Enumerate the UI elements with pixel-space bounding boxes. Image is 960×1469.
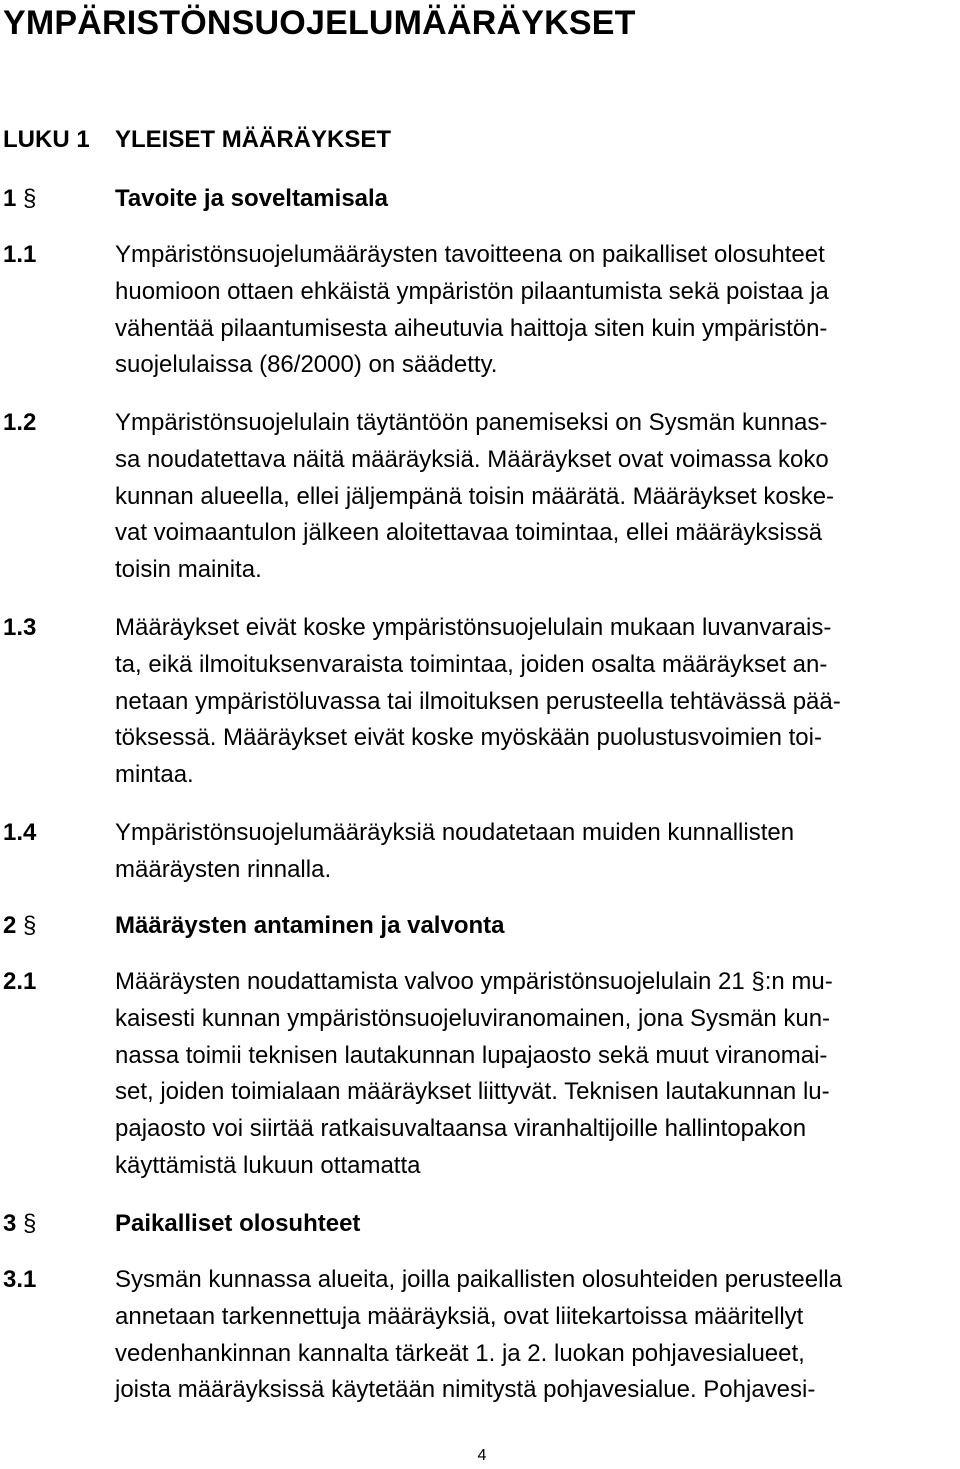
paragraph-line: Ympäristönsuojelumääräyksiä noudatetaan muiden kunnallisten xyxy=(115,819,795,846)
paragraph-number: 3.1 xyxy=(3,1266,37,1293)
chapter-heading xyxy=(3,121,391,159)
paragraph-line: vähentää pilaantumisesta aiheutuvia haittoja siten kuin ympäristön- xyxy=(115,314,828,342)
chapter-number: LUKU 1 xyxy=(3,126,90,153)
paragraph-number: 1.4 xyxy=(3,819,37,846)
paragraph xyxy=(3,815,960,889)
section-title: Paikalliset olosuhteet xyxy=(115,1210,361,1237)
paragraph-line: pajaosto voi siirtää ratkaisuvaltaansa viranhaltijoille hallintopakon xyxy=(115,1115,807,1143)
section-number: 1 xyxy=(3,185,17,212)
paragraph-line: kunnan alueella, ellei jäljempänä toisin määrätä. Määräykset koske- xyxy=(115,482,835,510)
paragraph-line: nassa toimii teknisen lautakunnan lupajaosto sekä muut viranomai- xyxy=(115,1041,828,1069)
section-sign: § xyxy=(23,1210,37,1237)
paragraph-line: huomioon ottaen ehkäistä ympäristön pilaantumista sekä poistaa ja xyxy=(115,277,829,305)
paragraph-line: vat voimaantulon jälkeen aloitettavaa toimintaa, ellei määräyksissä xyxy=(115,519,823,547)
section-number: 2 xyxy=(3,912,17,939)
paragraph xyxy=(3,405,960,589)
paragraph-line: määräysten rinnalla. xyxy=(115,855,332,883)
paragraph-line: vedenhankinnan kannalta tärkeät 1. ja 2. luokan pohjavesialueet, xyxy=(115,1339,805,1367)
paragraph-line: sa noudatettava näitä määräyksiä. Määräykset ovat voimassa koko xyxy=(115,445,829,473)
chapter-title: YLEISET MÄÄRÄYKSET xyxy=(115,126,392,153)
paragraph-number: 1.2 xyxy=(3,409,37,436)
paragraph-line: set, joiden toimialaan määräykset liittyvät. Teknisen lautakunnan lu- xyxy=(115,1078,830,1106)
paragraph-number: 2.1 xyxy=(3,968,37,995)
section-number: 3 xyxy=(3,1210,17,1237)
document-title: YMPÄRISTÖNSUOJELUMÄÄRÄYKSET xyxy=(3,4,636,42)
paragraph-line: kaisesti kunnan ympäristönsuojeluviranomainen, jona Sysmän kun- xyxy=(115,1004,831,1032)
paragraph-line: Määräysten noudattamista valvoo ympäristönsuojelulain 21 §:n mu- xyxy=(115,968,833,995)
section-sign: § xyxy=(23,912,37,939)
paragraph-line: Ympäristönsuojelulain täytäntöön panemiseksi on Sysmän kunnas- xyxy=(115,409,828,436)
paragraph xyxy=(3,610,960,794)
paragraph xyxy=(3,964,960,1185)
paragraph-line: Ympäristönsuojelumääräysten tavoitteena on paikalliset olosuhteet xyxy=(115,241,825,268)
paragraph xyxy=(3,1262,960,1409)
paragraph-line: ta, eikä ilmoituksenvaraista toimintaa, joiden osalta määräykset an- xyxy=(115,650,828,678)
paragraph-line: Määräykset eivät koske ympäristönsuojelulain mukaan luvanvarais- xyxy=(115,614,832,641)
paragraph-line: mintaa. xyxy=(115,761,194,789)
paragraph-line: annetaan tarkennettuja määräyksiä, ovat liitekartoissa määritellyt xyxy=(115,1302,804,1330)
paragraph-line: netaan ympäristöluvassa tai ilmoituksen perusteella tehtävässä pää- xyxy=(115,687,841,715)
section-sign: § xyxy=(23,185,37,212)
paragraph-line: töksessä. Määräykset eivät koske myöskään puolustusvoimien toi- xyxy=(115,724,822,752)
page-number: 4 xyxy=(477,1447,487,1464)
paragraph-line: suojelulaissa (86/2000) on säädetty. xyxy=(115,351,498,379)
paragraph-line: Sysmän kunnassa alueita, joilla paikallisten olosuhteiden perusteella xyxy=(115,1266,843,1293)
paragraph-line: käyttämistä lukuun ottamatta xyxy=(115,1151,421,1179)
paragraph-line: joista määräyksissä käytetään nimitystä pohjavesialue. Pohjavesi- xyxy=(115,1376,816,1404)
paragraph xyxy=(3,237,960,384)
section-title: Tavoite ja soveltamisala xyxy=(115,185,389,212)
paragraph-number: 1.1 xyxy=(3,241,37,268)
section-title: Määräysten antaminen ja valvonta xyxy=(115,912,505,939)
paragraph-number: 1.3 xyxy=(3,614,37,641)
paragraph-line: toisin mainita. xyxy=(115,556,262,584)
